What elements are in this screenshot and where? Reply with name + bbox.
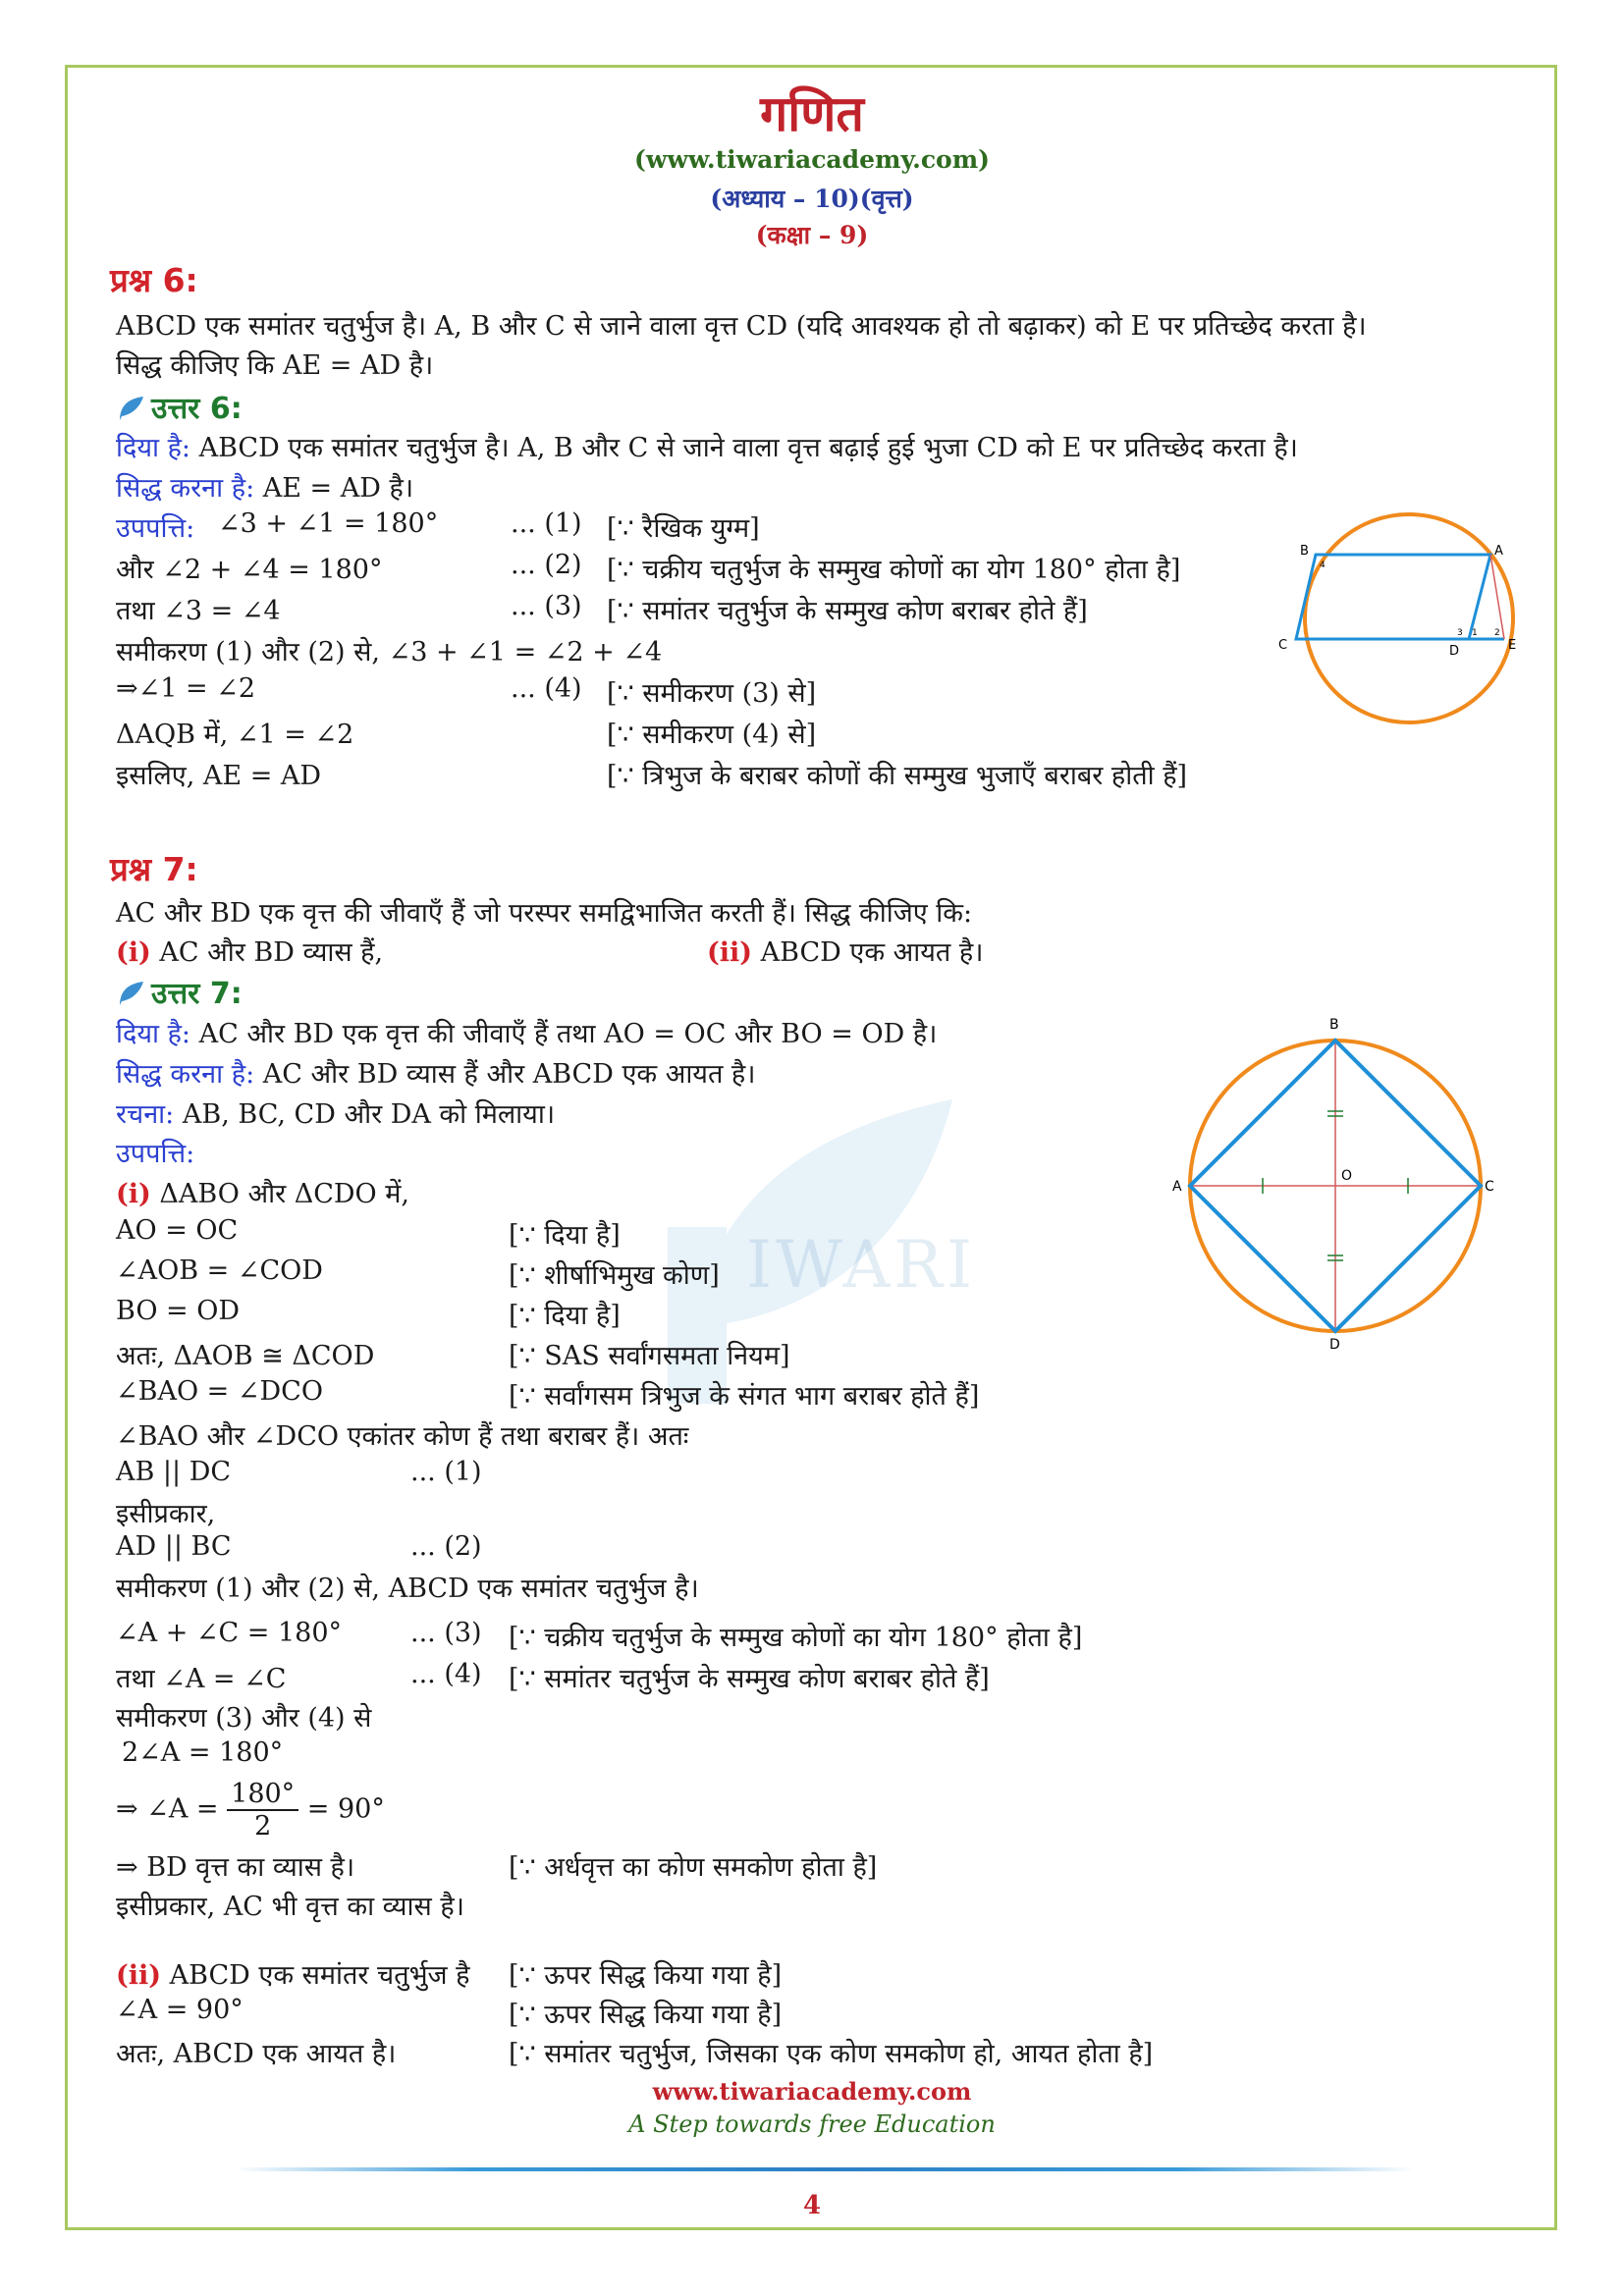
q6-angle-4: 4: [1320, 561, 1326, 570]
q7-part-ii-line: [116, 1955, 470, 1992]
part-i-label: (i): [116, 937, 151, 968]
proof-reason-1: [∵ रैखिक युग्म]: [607, 513, 760, 544]
header-website[interactable]: (www.tiwariacademy.com): [633, 145, 990, 174]
q7-ac-diameter: इसीप्रकार, AC भी वृत्त का व्यास है।: [116, 1892, 464, 1922]
proof-eq-2: ... (2): [511, 550, 582, 580]
to-prove-text: AE = AD है।: [254, 473, 414, 504]
q7-ii-reason-2: [∵ ऊपर सिद्ध किया गया है]: [509, 2000, 783, 2030]
q7-proof-label: उपपत्ति:: [116, 1139, 195, 1169]
question-7-text-line1: AC और BD एक वृत्त की जीवाएँ हैं जो परस्पर समद्विभाजित करती हैं। सिद्ध कीजिए कि:: [116, 898, 973, 929]
q7-line-3: BO = OD: [116, 1296, 241, 1326]
watermark-text: IWARI: [746, 1227, 977, 1303]
proof-line-5: ⇒∠1 = ∠2: [116, 673, 256, 704]
construction-text: AB, BC, CD और DA को मिलाया।: [174, 1099, 556, 1130]
fraction-denominator: 2: [254, 1811, 272, 1842]
q6-figure: [1276, 506, 1532, 731]
q7-ab-parallel-dc: AB || DC: [116, 1457, 232, 1487]
q7-figure: [1168, 1011, 1502, 1355]
q7-line-1: AO = OC: [116, 1215, 239, 1246]
q7-label-c: C: [1485, 1179, 1494, 1195]
proof-reason-2: [∵ चक्रीय चतुर्भुज के सम्मुख कोणों का योग 180° होता है]: [607, 555, 1181, 585]
proof-eq-3: ... (3): [511, 591, 582, 621]
q7-eq-2: ... (2): [410, 1531, 482, 1562]
to-prove-label: सिद्ध करना है:: [116, 473, 255, 504]
to-prove-label: सिद्ध करना है:: [116, 1059, 255, 1090]
q7-label-d: D: [1329, 1337, 1340, 1353]
q6-label-e: E: [1508, 638, 1517, 653]
q7-reason-7: [∵ समांतर चतुर्भुज के सम्मुख कोण बराबर होते हैं]: [509, 1664, 990, 1694]
leaf-logo-icon: [116, 395, 145, 422]
footer-website[interactable]: www.tiwariacademy.com: [652, 2077, 972, 2106]
question-6-label: प्रश्न 6:: [110, 261, 198, 299]
q7-bd-reason: [∵ अर्धवृत्त का कोण समकोण होता है]: [509, 1852, 878, 1883]
question-7-part-ii: [707, 933, 983, 969]
q7-implies-a: ⇒ ∠A =: [116, 1793, 219, 1825]
answer-7-heading: [116, 972, 243, 1012]
q7-part-i-heading: [116, 1174, 409, 1210]
q6-segment-ae: [1490, 555, 1504, 639]
q7-reason-2: [∵ शीर्षाभिमुख कोण]: [509, 1260, 720, 1291]
class-label: (कक्षा – 9): [755, 221, 869, 249]
q7-reason-6: [∵ चक्रीय चतुर्भुज के सम्मुख कोणों का योग 180° होता है]: [509, 1623, 1083, 1653]
given-text: ABCD एक समांतर चतुर्भुज है। A, B और C से जाने वाला वृत्त बढ़ाई हुई भुजा CD को E पर प्रतिच्छेद करता है।: [190, 433, 1298, 463]
q7-ad-parallel-bc: AD || BC: [116, 1531, 232, 1562]
q7-fraction-result: = 90°: [306, 1793, 385, 1825]
q7-conclusion: अतः, ABCD एक आयत है।: [116, 2039, 397, 2069]
question-6-text-line2: सिद्ध कीजिए कि AE = AD है।: [116, 350, 434, 381]
proof-line-1: ∠3 + ∠1 = 180°: [218, 508, 439, 539]
q6-label-a: A: [1494, 544, 1503, 559]
to-prove-text: AC और BD व्यास हैं और ABCD एक आयत है।: [254, 1059, 756, 1090]
q7-given: [116, 1014, 937, 1050]
proof-line-2: और ∠2 + ∠4 = 180°: [116, 555, 383, 585]
answer-6-heading: [116, 387, 243, 427]
given-text: AC और BD एक वृत्त की जीवाएँ हैं तथा AO = OC और BO = OD है।: [190, 1019, 938, 1049]
q7-line-6: ∠A + ∠C = 180°: [116, 1618, 343, 1648]
q7-reason-3: [∵ दिया है]: [509, 1301, 621, 1331]
q7-parallelogram-line: समीकरण (1) और (2) से, ABCD एक समांतर चतुर्भुज है।: [116, 1574, 699, 1604]
proof-part-ii-label: (ii): [116, 1960, 162, 1991]
part-i-text: AC और BD व्यास हैं,: [150, 937, 384, 968]
q6-angle-2: 2: [1494, 628, 1500, 638]
question-7-part-i: [116, 933, 383, 969]
proof-line-6: ΔAQB में, ∠1 = ∠2: [116, 720, 354, 750]
q7-line-4: अतः, ΔAOB ≅ ΔCOD: [116, 1341, 375, 1371]
proof-eq-5: ... (4): [511, 673, 582, 704]
q6-proof-label: उपपत्ति:: [116, 513, 195, 544]
proof-reason-5: [∵ समीकरण (3) से]: [607, 678, 817, 709]
q7-a-90: ∠A = 90°: [116, 1995, 244, 2025]
given-label: दिया है:: [116, 433, 190, 463]
given-label: दिया है:: [116, 1019, 190, 1049]
q7-label-o: O: [1341, 1168, 1353, 1184]
page-number: 4: [802, 2191, 822, 2220]
q7-alternate-angles: ∠BAO और ∠DCO एकांतर कोण हैं तथा बराबर हैं। अतः: [116, 1421, 689, 1452]
q7-similarly: इसीप्रकार,: [116, 1499, 216, 1529]
q7-ii-reason-1: [∵ ऊपर सिद्ध किया गया है]: [509, 1960, 783, 1991]
fraction-numerator: 180°: [227, 1779, 298, 1811]
q7-line-5: ∠BAO = ∠DCO: [116, 1376, 323, 1407]
footer-tagline: A Step towards free Education: [628, 2110, 996, 2138]
leaf-logo-icon: [116, 980, 145, 1007]
q7-fraction: [227, 1779, 298, 1842]
q7-eq-3: ... (3): [410, 1618, 482, 1648]
footer-divider: [236, 2167, 1414, 2171]
q6-label-d: D: [1449, 644, 1460, 659]
question-7-label: प्रश्न 7:: [110, 850, 198, 888]
q6-to-prove: [116, 468, 413, 505]
answer-6-label: उत्तर 6:: [151, 392, 243, 426]
q6-circle: [1305, 514, 1513, 722]
q7-from-34: समीकरण (3) और (4) से: [116, 1703, 372, 1734]
proof-line-7: इसलिए, AE = AD: [116, 761, 322, 791]
q7-label-b: B: [1329, 1017, 1339, 1033]
q7-fraction-line: [116, 1779, 385, 1842]
q6-given: [116, 428, 1298, 464]
q7-label-a: A: [1172, 1179, 1182, 1195]
proof-part-ii-text: ABCD एक समांतर चतुर्भुज है: [161, 1960, 470, 1991]
q7-line-7: तथा ∠A = ∠C: [116, 1664, 287, 1694]
q7-bd-diameter: ⇒ BD वृत्त का व्यास है।: [116, 1852, 355, 1883]
q7-reason-1: [∵ दिया है]: [509, 1220, 621, 1251]
q7-construction: [116, 1095, 555, 1131]
q7-reason-4: [∵ SAS सर्वांगसमता नियम]: [509, 1341, 790, 1371]
q7-eq-1: ... (1): [410, 1457, 482, 1487]
page-title: गणित: [760, 85, 864, 142]
q6-label-c: C: [1278, 638, 1288, 653]
part-ii-label: (ii): [707, 937, 753, 968]
construction-label: रचना:: [116, 1099, 175, 1130]
q7-to-prove: [116, 1054, 756, 1091]
q7-two-a: 2∠A = 180°: [122, 1737, 284, 1768]
proof-part-i-label: (i): [116, 1179, 151, 1209]
q7-eq-4: ... (4): [410, 1659, 482, 1689]
q6-angle-1: 1: [1472, 628, 1478, 638]
q7-reason-5: [∵ सर्वांगसम त्रिभुज के संगत भाग बराबर होते हैं]: [509, 1381, 980, 1412]
chapter-label: (अध्याय – 10)(वृत्त): [710, 185, 914, 213]
proof-reason-6: [∵ समीकरण (4) से]: [607, 720, 817, 750]
proof-eq-1: ... (1): [511, 508, 582, 539]
q7-line-2: ∠AOB = ∠COD: [116, 1255, 323, 1286]
q7-conclusion-reason: [∵ समांतर चतुर्भुज, जिसका एक कोण समकोण हो, आयत होता है]: [509, 2039, 1154, 2069]
proof-part-i-text: ΔABO और ΔCDO में,: [150, 1179, 409, 1209]
proof-reason-3: [∵ समांतर चतुर्भुज के सम्मुख कोण बराबर होते हैं]: [607, 596, 1088, 626]
q6-label-b: B: [1300, 544, 1309, 559]
proof-line-3: तथा ∠3 = ∠4: [116, 596, 281, 626]
proof-reason-7: [∵ त्रिभुज के बराबर कोणों की सम्मुख भुजाएँ बराबर होती हैं]: [607, 761, 1188, 791]
question-6-text-line1: ABCD एक समांतर चतुर्भुज है। A, B और C से जाने वाला वृत्त CD (यदि आवश्यक हो तो बढ़ाकर) को E पर प्रतिच्छेद करता है।: [116, 311, 1367, 342]
part-ii-text: ABCD एक आयत है।: [752, 937, 984, 968]
answer-7-label: उत्तर 7:: [151, 977, 243, 1011]
proof-line-4: समीकरण (1) और (2) से, ∠3 + ∠1 = ∠2 + ∠4: [116, 637, 663, 667]
q6-angle-3: 3: [1457, 628, 1463, 638]
